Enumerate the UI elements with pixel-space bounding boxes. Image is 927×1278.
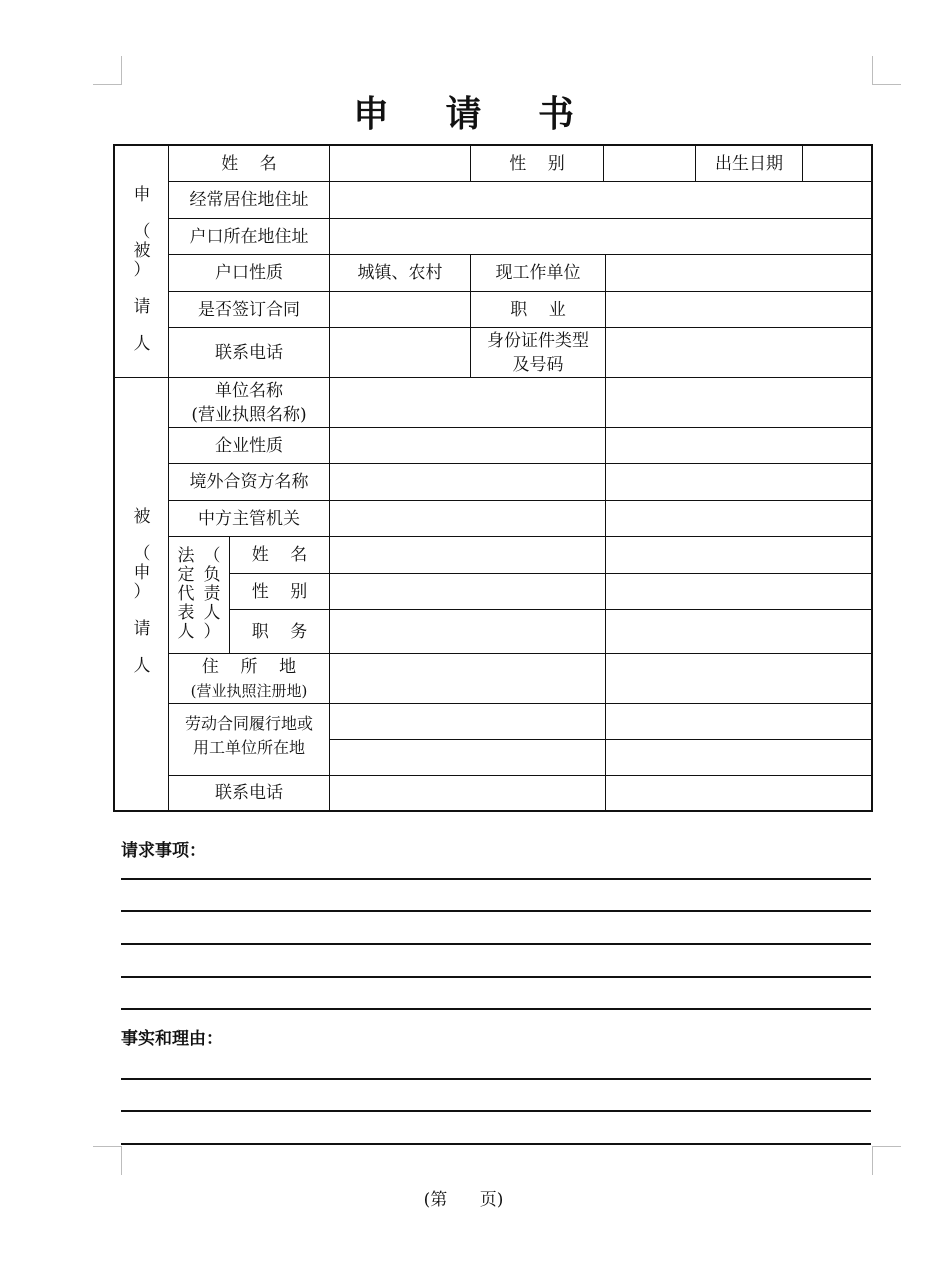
crop-mark-top-left: [93, 84, 122, 85]
birth-date-field[interactable]: [803, 146, 873, 181]
applicant-side-label: 申 （ 被 ） 请 人: [133, 185, 151, 354]
unit-name-field[interactable]: [330, 378, 605, 427]
facts-writing-line[interactable]: [121, 1143, 871, 1145]
facts-writing-line[interactable]: [121, 1110, 871, 1112]
gender-label: 性 别: [509, 153, 565, 174]
domicile-field[interactable]: [330, 654, 605, 703]
id-type-number-field[interactable]: [606, 328, 873, 377]
name-label: 姓 名: [221, 153, 277, 174]
applicant-phone-label: 联系电话: [215, 342, 283, 363]
crop-mark-top-right: [872, 56, 873, 85]
application-form-table: [113, 144, 873, 812]
crop-mark-bottom-left: [93, 1146, 122, 1147]
birth-date-label: 出生日期: [715, 153, 783, 174]
current-employer-field[interactable]: [606, 255, 873, 291]
hukou-type-label: 户口性质: [215, 263, 283, 283]
claims-writing-line[interactable]: [121, 943, 871, 945]
crop-mark-bottom-right: [872, 1146, 873, 1175]
rep-gender-field[interactable]: [330, 574, 605, 609]
hukou-type-value[interactable]: 城镇、农村: [357, 263, 443, 283]
domicile-label: 住 所 地 (营业执照注册地): [190, 656, 308, 700]
legal-rep-label-col2: （ 负 责 人 ）: [203, 546, 221, 642]
facts-writing-line[interactable]: [121, 1078, 871, 1080]
crop-mark-top-left: [121, 56, 122, 85]
occupation-label: 职 业: [510, 299, 566, 320]
name-field[interactable]: [330, 146, 470, 181]
claims-writing-line[interactable]: [121, 878, 871, 880]
rep-gender-label: 性 别: [251, 581, 308, 602]
rep-name-label: 姓 名: [251, 545, 308, 565]
facts-heading: 事实和理由：: [121, 1029, 223, 1049]
current-employer-label: 现工作单位: [495, 263, 581, 283]
id-type-number-label: 身份证件类型 及号码: [487, 330, 589, 375]
crop-mark-bottom-right: [872, 1146, 901, 1147]
supervising-authority-field[interactable]: [330, 501, 605, 536]
hukou-address-label: 户口所在地住址: [189, 226, 309, 247]
enterprise-type-field[interactable]: [330, 428, 605, 463]
foreign-partner-field[interactable]: [330, 464, 605, 500]
claims-heading: 请求事项：: [121, 841, 206, 861]
gender-field[interactable]: [604, 146, 695, 181]
applicant-phone-field[interactable]: [330, 328, 470, 377]
respondent-phone-field[interactable]: [330, 776, 605, 810]
occupation-field[interactable]: [606, 292, 873, 327]
unit-name-label: 单位名称 (营业执照名称): [191, 380, 307, 425]
enterprise-type-label: 企业性质: [215, 435, 283, 456]
unit-name-field-2[interactable]: [606, 378, 873, 427]
supervising-authority-label: 中方主管机关: [198, 508, 300, 529]
workplace-label: 劳动合同履行地或 用工单位所在地: [184, 714, 313, 757]
contract-signed-label: 是否签订合同: [198, 299, 300, 320]
respondent-side-label: 被 （ 申 ） 请 人: [133, 507, 151, 676]
workplace-field-2[interactable]: [330, 740, 605, 775]
hukou-address-field[interactable]: [330, 219, 873, 254]
crop-mark-bottom-left: [121, 1146, 122, 1175]
respondent-phone-label: 联系电话: [215, 783, 283, 803]
rep-position-label: 职 务: [251, 621, 308, 642]
rep-name-field[interactable]: [330, 537, 605, 573]
claims-writing-line[interactable]: [121, 1008, 871, 1010]
rep-position-field[interactable]: [330, 610, 605, 653]
page-number: (第 页): [423, 1190, 504, 1210]
contract-signed-field[interactable]: [330, 292, 470, 327]
claims-writing-line[interactable]: [121, 976, 871, 978]
residence-address-label: 经常居住地住址: [189, 190, 309, 210]
claims-writing-line[interactable]: [121, 910, 871, 912]
table-rule: [605, 377, 606, 810]
workplace-field-1[interactable]: [330, 704, 605, 739]
legal-rep-label-col1: 法 定 代 表 人: [177, 546, 195, 642]
foreign-partner-label: 境外合资方名称: [189, 472, 309, 492]
residence-address-field[interactable]: [330, 182, 873, 218]
document-title: 申 请 书: [352, 94, 597, 135]
crop-mark-top-right: [872, 84, 901, 85]
